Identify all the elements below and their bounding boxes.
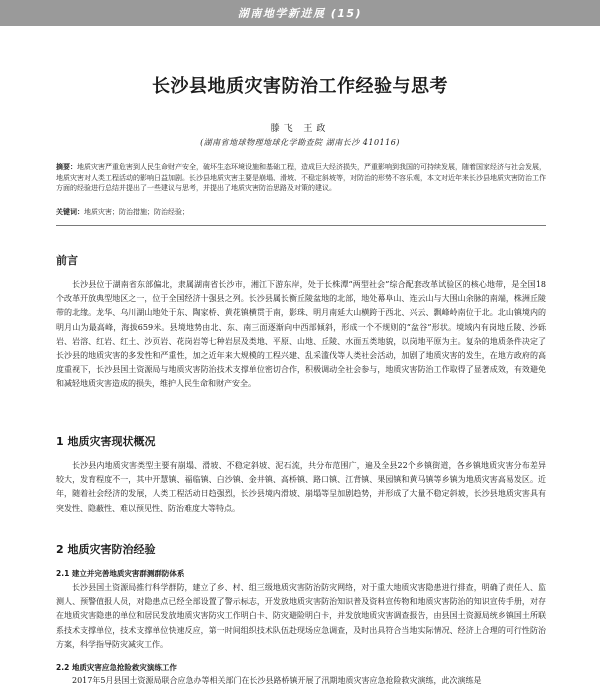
abstract-label: 摘要：	[56, 163, 77, 171]
running-title: 湖南地学新进展 (15)	[237, 7, 363, 20]
divider	[56, 225, 546, 226]
section-2-heading: 2 地质灾害防治经验	[56, 543, 156, 556]
section-1-heading: 1 地质灾害现状概况	[56, 435, 156, 448]
article-title: 长沙县地质灾害防治工作经验与思考	[152, 76, 448, 97]
keywords-label: 关键词：	[56, 208, 84, 216]
section-1-paragraph: 长沙县内地质灾害类型主要有崩塌、滑坡、不稳定斜坡、泥石流，共分布范围广，遍及全县22个乡镇街道，各乡镇地质灾害分布差异较大，发育程度不一，其中开慧镇、福临镇、白沙镇、金井镇、高桥镇、路口镇、江背镇、果园镇和黄马镇等乡镇为地质灾害高易发区。近年，随着社会经济的发展，人类工程活动日趋强烈，长沙县境内滑坡、崩塌等呈加剧趋势，并形成了大量不稳定斜坡，长沙县地质灾害具有突发性、隐蔽性、难以预见性、防治难度大等特点。	[56, 461, 546, 513]
abstract-text: 地质灾害严重危害到人民生命财产安全，破坏生态环境设施和基础工程，造成巨大经济损失，严重影响到我国的可持续发展，随着国家经济与社会发展，地质灾害对人类工程活动的影响日益加剧。长沙县地质灾害主要是崩塌、滑坡、不稳定斜坡等，对防治的形势不容乐观，本文对近年来长沙县地质灾害防治工作方面的经验进行总结并提出了一些建议与思考，并提出了地质灾害防治思路及对策的建议。	[56, 163, 546, 192]
foreword-heading: 前言	[56, 254, 78, 267]
section-2-2-paragraph: 2017年5月县国土资源局联合应急办等相关部门在长沙县路桥镇开展了汛期地质灾害应急抢险救灾演练，此次演练是	[72, 676, 482, 685]
keywords-text: 地质灾害；防治措施；防治经验；	[84, 208, 189, 216]
section-2-2-heading: 2.2 地质灾害应急抢险救灾演练工作	[56, 663, 177, 672]
running-header	[0, 0, 600, 26]
authors: 滕飞 王政	[270, 124, 330, 134]
keywords	[56, 207, 546, 217]
abstract	[56, 162, 546, 194]
section-2-1-paragraph: 长沙县国土资源局推行科学群防，建立了乡、村、组三级地质灾害防治防灾网络，对于重大地质灾害隐患进行排查，明确了责任人、监测人、预警值报人员，对隐患点已经全部设置了警示标志，开发放地质灾害防治知识普及资料宣传物和地质灾害防治的知识宣传手册，对存在地质灾害隐患的单位和居民发放地质灾害防灾工作明白卡、防灾避险明白卡，并发放地质灾害调查报告，由县国土资源局统乡镇国土所联系技术支撑单位，技术支撑单位快速反应，第一时间组织技术队伍赴现场应急调查，及时出具符合当地实际情况、经济上合理的可行性防治方案，科学指导防灾减灾工作。	[56, 583, 546, 649]
section-2-1-heading: 2.1 建立并完善地质灾害群测群防体系	[56, 569, 185, 578]
affiliation: (湖南省地球物理地球化学勘查院 湖南长沙 410116)	[200, 138, 400, 147]
foreword-paragraph: 长沙县位于湖南省东部偏北，隶属湖南省长沙市，湘江下游东岸，处于长株潭“两型社会”综合配套改革试验区的核心地带，是全国18个改革开放典型地区之一，位于全国经济十强县之列。长沙县属长衡丘陵盆地的北部，地处幕阜山、连云山与大围山余脉的南端，株洲丘陵带的北缘。龙华、乌川湖山地处于东、陶家桥、黄花镇横贯于南，影珠、明月南延大山横跨于西北、兴云、飘峰岭南位于北。北山镇境内的明月山为最高峰，海拔659米。县境地势由北、东、南三面逐渐向中西部倾斜，形成一个不规则的“盆谷”形状。境域内有岗地丘陵、沙砾岩、岩溶、红岩、红土、沙页岩、花岗岩等七种岩层及类地、平原、山地、丘陵、水面五类地貌，以岗地平原为主。复杂的地质条件决定了长沙县的地质灾害的多发性和严重性，加之近年来大规模的工程兴建、乱采滥伐等人类社会活动，加剧了地质灾害的发生，在地方政府的高度重视下，长沙县国土资源局与地质灾害防治技术支撑单位密切合作，积极调动全社会参与，地质灾害防治工作取得了显著成效，有效避免和减轻地质灾害造成的损失，维护人民生命和财产安全。	[56, 280, 546, 389]
